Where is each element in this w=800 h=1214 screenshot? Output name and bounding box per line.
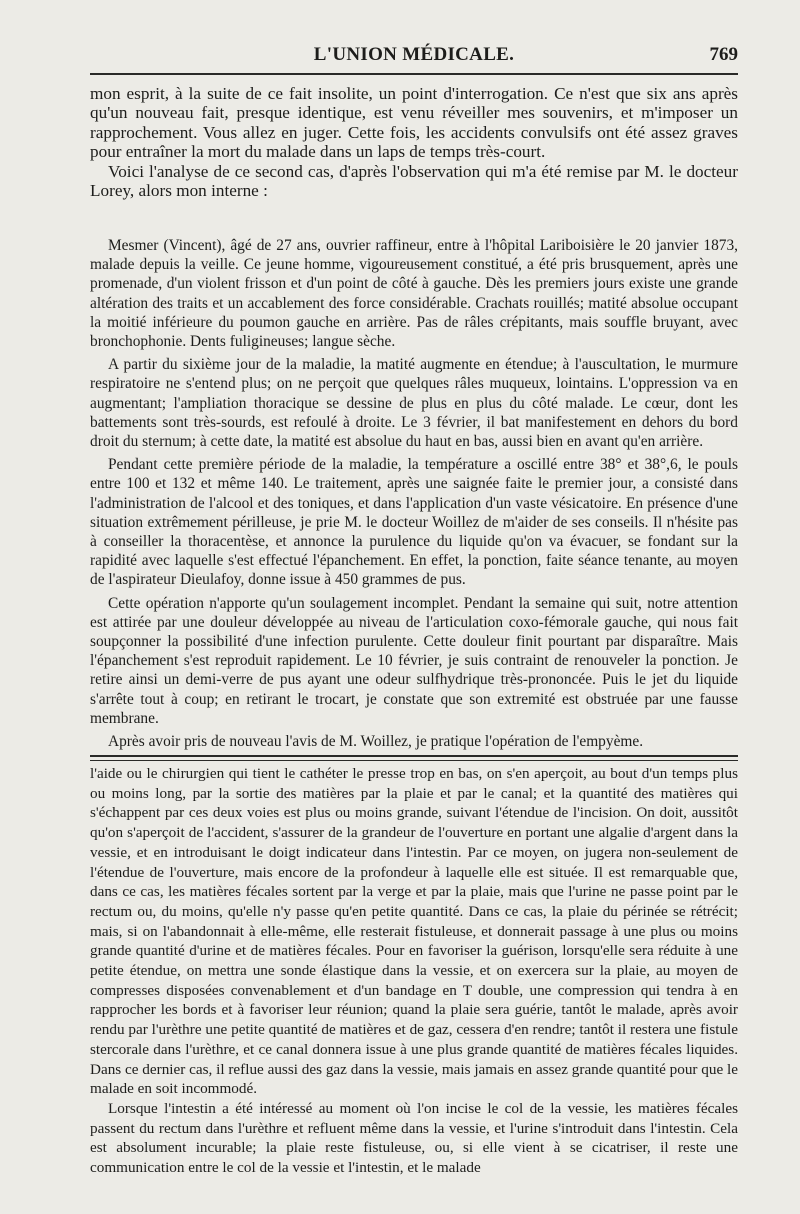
page-header: [90, 44, 738, 74]
observation-text: [90, 236, 738, 755]
intro-paragraph: mon esprit, à la suite de ce fait insolite, un point d'interrogation. Ce n'est que six ans après qu'un nouveau fait, presque identique, est venu réveiller mes souvenirs, et m'imposer un rapprochement. Vous allez en juger. Cette fois, les accidents convulsifs ont été assez graves pour entraîner la mort du malade dans un laps de temps très-court.: [90, 84, 738, 162]
intro-text: [90, 84, 738, 200]
running-title: L'UNION MÉDICALE.: [313, 44, 515, 65]
observation-paragraph: Mesmer (Vincent), âgé de 27 ans, ouvrier raffineur, entre à l'hôpital Lariboisière le 20 janvier 1873, malade depuis la veille. Ce jeune homme, vigoureusement constitué, a été pris brusquement, après une promenade, d'un violent frisson et d'un point de côté à gauche. Dès les premiers jours existe une grande altération des traits et un accablement des force considérable. Crachats rouillés; matité absolue occupant la moitié inférieure du poumon gauche en arrière. Pas de râles crépitants, mais souffle bruyant, avec bronchophonie. Dents fuligineuses; langue sèche.: [90, 237, 738, 351]
page-number: 769: [709, 44, 738, 65]
intro-paragraph: Voici l'analyse de ce second cas, d'après l'observation qui m'a été remise par M. le docteur Lorey, alors mon interne :: [90, 161, 738, 201]
observation-paragraph: Cette opération n'apporte qu'un soulagement incomplet. Pendant la semaine qui suit, notre attention est attirée par une douleur développée au niveau de l'articulation coxo-fémorale gauche, qui nous fait soupçonner la possibilité d'une infection purulente. Cette douleur finit pourtant par disparaître. Mais l'épanchement s'est reproduit rapidement. Le 10 février, je suis contraint de renouveler la ponction. Je retire ainsi un demi-verre de pus ayant une odeur sulfhydrique très-prononcée. Puis le jet du liquide s'arrête tout à coup; en retirant le trocart, je constate que son extremité est obstruée par une fausse membrane.: [90, 594, 738, 727]
feuilleton-paragraph: Lorsque l'intestin a été intéressé au moment où l'on incise le col de la vessie, les matières fécales passent du rectum dans l'urèthre et refluent même dans la vessie, et l'urine s'introduit dans l'intestin. Cela est absolument incurable; la plaie reste fistuleuse, ou, si elle vient à se cicatriser, il reste une communication entre le col de la vessie et l'intestin, et le malade: [90, 1099, 738, 1177]
observation-paragraph: A partir du sixième jour de la maladie, la matité augmente en étendue; à l'auscultation, le murmure respiratoire ne s'entend plus; on ne perçoit que quelques râles muqueux, lointains. L'oppression va en augmentant; l'ampliation thoracique se dessine de plus en plus du côté malade. Le cœur, dont les battements sont très-sourds, est refoulé à droite. Le 3 février, il bat manifestement en dehors du bord droit du sternum; à cette date, la matité est absolue du haut en bas, aussi bien en avant qu'en arrière.: [90, 356, 738, 451]
feuilleton-paragraph: l'aide ou le chirurgien qui tient le cathéter le presse trop en bas, on s'en aperçoit, au bout d'un temps plus ou moins long, par la sortie des matières par la plaie et par le canal; et la quantité des matières qui s'échappent par ces deux voies est plus ou moins grande, suivant l'étendue de l'incision. On doit, aussitôt qu'on s'aperçoit de l'accident, s'assurer de la grandeur de l'ouverture en portant une algalie d'argent dans la vessie, et en introduisant le doigt indicateur dans l'intestin. Par ce moyen, on jugera non-seulement de l'étendue de l'ouverture, mais encore de la profondeur à laquelle elle est située. Il est remarquable que, dans ce cas, les matières fécales sortent par la verge et par la plaie, mais que l'urine ne passe point par le rectum ou, du moins, qu'elle n'y passe qu'en petite quantité. Dans ce cas, la plaie du périnée se rétrécit; mais, si on l'abandonnait à elle-même, elle resterait fistuleuse, et donnerait passage à une plus ou moins grande quantité d'urine et de matières fécales. Pour en favoriser la guérison, lorsqu'elle sera réduite à une petite étendue, on mettra une sonde élastique dans la vessie, et on exercera sur la plaie, au moyen de compresses disposées convenablement et d'un bandage en T double, une compression qui tendra à en rapprocher les bords et à favoriser leur réunion; quand la plaie sera guérie, tantôt le malade, après avoir rendu par l'urèthre une petite quantité de matières et de gaz, cessera d'en rendre; tantôt il restera une fistule stercorale dans l'urèthre, et ce canal donnera issue à une plus grande quantité de matières fécales liquides. Dans ce dernier cas, il reflue aussi des gaz dans la vessie, mais jamais en assez grande quantité pour que le malade en soit incommodé.: [90, 765, 738, 1098]
observation-paragraph: Pendant cette première période de la maladie, la température a oscillé entre 38° et 38°,6, le pouls entre 100 et 132 et même 140. Le traitement, après une saignée faite le premier jour, a consisté dans l'administration de l'alcool et des toniques, et dans l'application d'un vaste vésicatoire. En présence d'une situation extrêmement périlleuse, je prie M. le docteur Woillez de m'aider de ses conseils. Il n'hésite pas à conseiller la thoracentèse, et annonce la purulence du liquide qu'on va évacuer, se fondant sur la rapidité avec laquelle s'est effectué l'épanchement. En effet, la ponction, faite séance tenante, au moyen de l'aspirateur Dieulafoy, donne issue à 450 grammes de pus.: [90, 456, 738, 589]
feuilleton-separator: [90, 755, 738, 761]
observation-paragraph: Après avoir pris de nouveau l'avis de M. Woillez, je pratique l'opération de l'empyème.: [108, 733, 644, 751]
feuilleton-text: [90, 764, 738, 1178]
header-rule: [90, 73, 738, 75]
